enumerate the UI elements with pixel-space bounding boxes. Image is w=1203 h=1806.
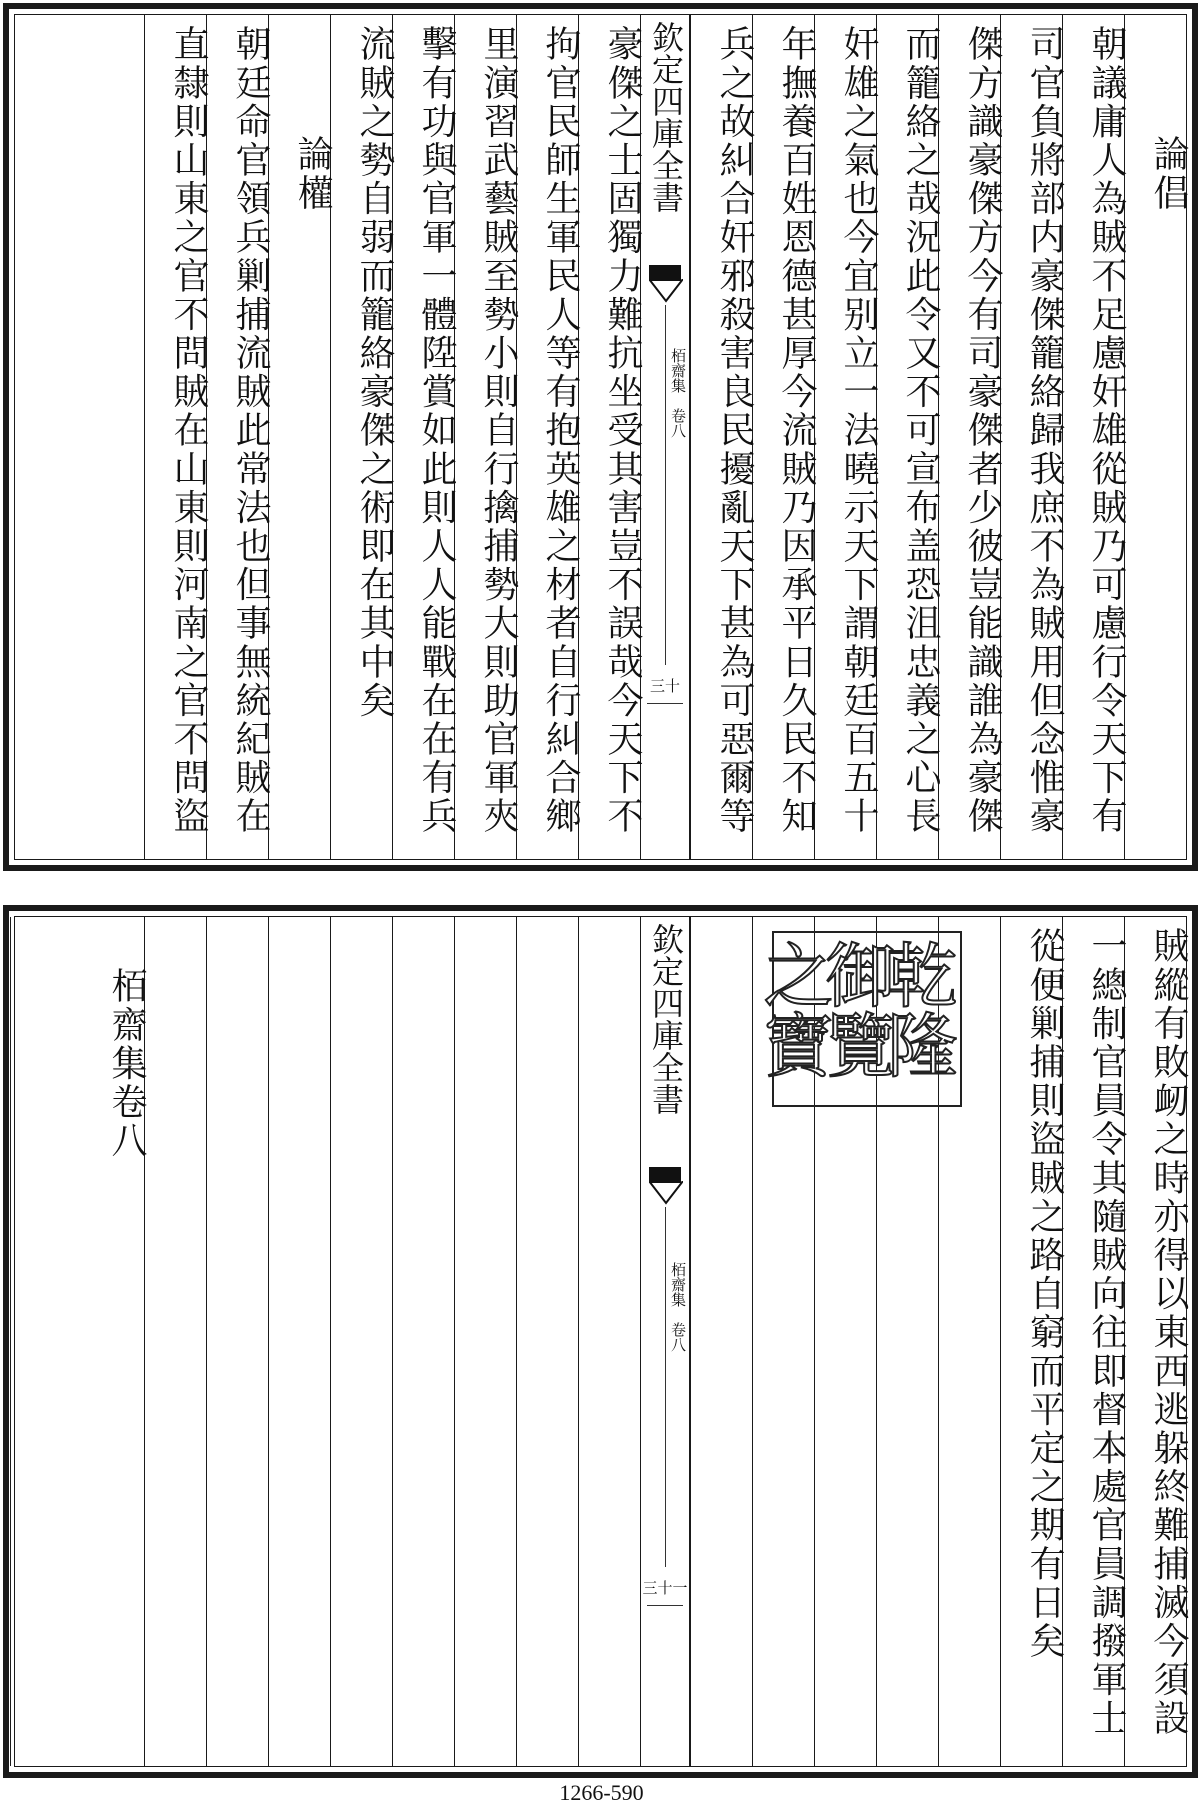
text-column xyxy=(206,15,271,859)
seal-text: 御覽 xyxy=(814,939,896,1079)
seal-text: 之寶 xyxy=(752,939,834,1079)
fishtail-mark xyxy=(649,265,681,299)
bottom-page-frame xyxy=(14,916,1187,1767)
column-text: 奸雄之氣也今宜别立一法曉示天下謂朝廷百五十 xyxy=(838,25,879,836)
column-text: 擊有功與官軍一體陞賞如此則人人能戰在在有兵 xyxy=(416,25,457,836)
running-title: 欽定四庫全書 xyxy=(647,923,685,1115)
top-page-frame xyxy=(14,14,1187,860)
running-title: 欽定四庫全書 xyxy=(647,21,685,213)
folio-number: 三十一 xyxy=(642,1579,688,1597)
section-heading: 論權 xyxy=(292,135,333,213)
text-column xyxy=(876,15,941,859)
text-column xyxy=(10,917,147,1766)
bottom-page xyxy=(3,905,1198,1778)
column-text: 豪傑之士固獨力難抗坐受其害豈不誤哉今天下不 xyxy=(602,25,643,836)
column-text: 年撫養百姓恩德甚厚今流賊乃因承平日久民不知 xyxy=(776,25,817,836)
column-text: 拘官民師生軍民人等有抱英雄之材者自行糾合鄉 xyxy=(540,25,581,836)
column-text: 朝廷命官領兵剿捕流賊此常法也但事無統紀賊在 xyxy=(230,25,271,836)
section-heading: 論倡 xyxy=(1148,135,1189,213)
text-column xyxy=(392,15,457,859)
text-column xyxy=(206,917,268,1766)
text-column xyxy=(516,917,578,1766)
text-column xyxy=(1124,917,1189,1766)
text-column xyxy=(330,15,395,859)
text-column xyxy=(1124,15,1189,859)
text-column xyxy=(690,917,752,1766)
column-text: 一總制官員令其隨賊向往即督本處官員調撥軍士 xyxy=(1086,927,1127,1738)
text-column xyxy=(578,917,640,1766)
text-column xyxy=(144,15,209,859)
text-column xyxy=(268,15,333,859)
text-column xyxy=(454,917,516,1766)
text-column xyxy=(1000,917,1065,1766)
text-column xyxy=(1000,15,1065,859)
folio-number: 三十 xyxy=(649,677,680,695)
column-text: 傑方識豪傑方今有司豪傑者少彼豈能識誰為豪傑 xyxy=(962,25,1003,836)
seal-text: 乾隆 xyxy=(876,939,958,1079)
top-page xyxy=(3,3,1198,871)
column-text: 兵之故糾合奸邪殺害良民擾亂天下甚為可惡爾等 xyxy=(714,25,755,836)
volume-end-title: 栢齋集卷八 xyxy=(106,967,147,1160)
column-text: 流賊之勢自弱而籠絡豪傑之術即在其中矣 xyxy=(354,25,395,720)
text-column xyxy=(938,15,1003,859)
imperial-seal xyxy=(752,931,962,1107)
text-column xyxy=(392,917,454,1766)
column-text: 賊縱有敗衂之時亦得以東西逃躲終難捕滅今須設 xyxy=(1148,927,1189,1738)
text-column xyxy=(814,15,879,859)
text-column xyxy=(516,15,581,859)
center-strip xyxy=(640,15,690,859)
text-column xyxy=(578,15,643,859)
text-column xyxy=(752,15,817,859)
text-column xyxy=(144,917,206,1766)
column-text: 朝議庸人為賊不足慮奸雄從賊乃可慮行令天下有 xyxy=(1086,25,1127,836)
running-subtitle: 栢齋集 卷八 xyxy=(669,348,687,438)
center-strip xyxy=(640,917,690,1766)
page-number: 1266-590 xyxy=(559,1780,644,1805)
text-column xyxy=(268,917,330,1766)
column-text: 司官負將部内豪傑籠絡歸我庶不為賊用但念惟豪 xyxy=(1024,25,1065,836)
column-text: 里演習武藝賊至勢小則自行擒捕勢大則助官軍夾 xyxy=(478,25,519,836)
running-subtitle: 栢齋集 卷八 xyxy=(669,1262,687,1352)
column-text: 從便剿捕則盜賊之路自窮而平定之期有日矣 xyxy=(1024,927,1065,1661)
fishtail-mark xyxy=(649,1167,681,1201)
text-column xyxy=(1062,15,1127,859)
text-column xyxy=(330,917,392,1766)
column-text: 直隸則山東之官不問賊在山東則河南之官不問盜 xyxy=(168,25,209,836)
text-column xyxy=(690,15,755,859)
column-text: 而籠絡之哉況此令又不可宣布盖恐沮忠義之心長 xyxy=(900,25,941,836)
text-column xyxy=(454,15,519,859)
text-column xyxy=(1062,917,1127,1766)
